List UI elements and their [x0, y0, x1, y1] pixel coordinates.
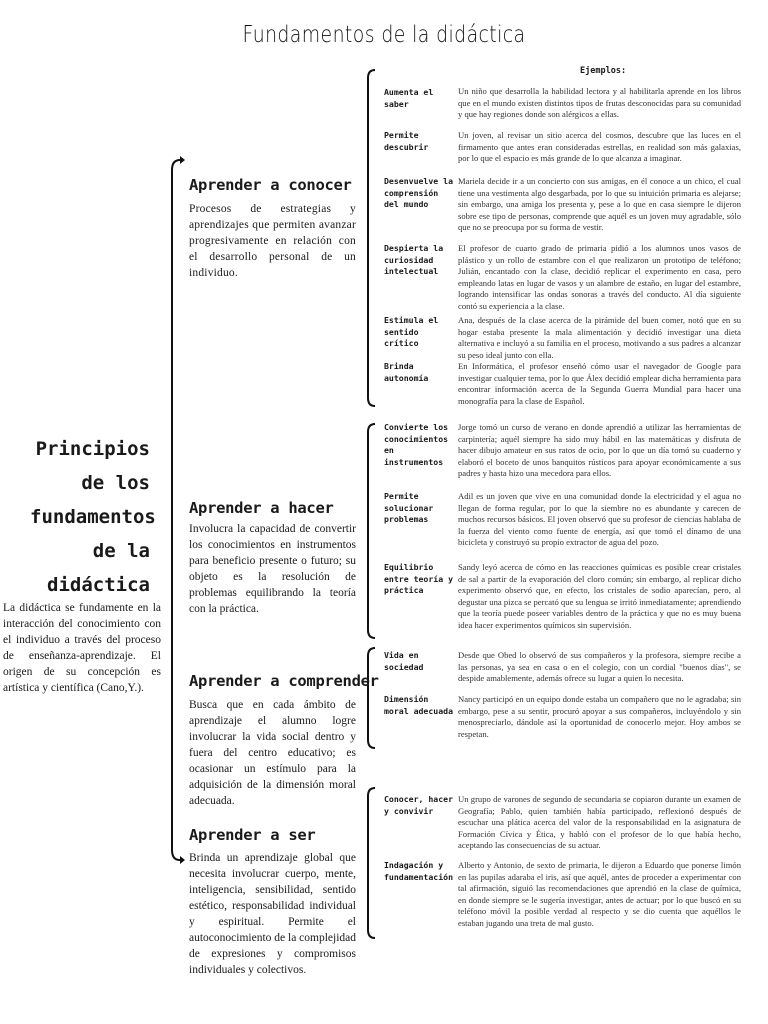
example-label: Despierta la curiosidad intelectual [384, 243, 444, 276]
example-label: Convierte los conocimientos en instrumentos [384, 422, 449, 467]
example-label: Indagación y fundamentación [384, 860, 454, 882]
brace-conocer [368, 70, 375, 406]
example-text: En Informática, el profesor enseñó cómo usar el navegador de Google para investigar cualquier tema, por lo que Álex decidió emplear dicha herramienta para encontrar información acerca de la Segunda Guerra Mundial para hacer una monografía para la clase de Español. [458, 361, 741, 406]
example-label: Permite solucionar problemas [384, 491, 434, 524]
example-text: El profesor de cuarto grado de primaria pidió a los alumnos unos vasos de plástico y un rollo de estambre con el que realizaron un prototipo de teléfono; Julián, encantado con la clase, decidió replicar el experimento en casa, pero empleando latas en lugar de vasos y un alambre de estaño, en lugar del estambre, logrando intensificar las ondas sonoras a través del conducto. Al día siguiente contó su experiencia a la clase. [458, 243, 741, 311]
category-title: Aprender a hacer [189, 499, 334, 517]
example-label: Desenvuelve la comprensión del mundo [384, 176, 454, 209]
category-title: Aprender a conocer [189, 176, 352, 194]
example-label: Dimensión moral adecuada [384, 694, 454, 716]
examples-header: Ejemplos: [580, 66, 627, 76]
example-text: Alberto y Antonio, de sexto de primaria, le dijeron a Eduardo que ponerse limón en las pupilas adaraba el iris, así que aquél, antes de proceder a experimentar con tal afirmación, siguió las recomendaciones que aprendió en la clase de química, en donde siempre se le sugería investigar, antes de actuar; por lo que buscó en su teléfono móvil la posible verdad al respecto y se dio cuenta que aquéllos le estaban jugando una treta de mal gusto. [458, 860, 741, 928]
example-text: Sandy leyó acerca de cómo en las reacciones químicas es posible crear cristales de sal a partir de la evaporación del cloro común; sin embargo, al replicar dicho experimento observó que, en efecto, los cristales de sodio aparecían, pero, al degustar una pizca se percató que su lengua se irritó inmediatamente; aprendiendo que la teoría puede poseer variables dentro de la práctica y que no es muy buena idea hacer experimentos químicos sin supervisión. [458, 562, 741, 630]
example-text: Adil es un joven que vive en una comunidad donde la electricidad y el agua no llegan de forma regular, por lo que la siembre no es abundante y carecen de muchos recursos básicos. El joven observó que su profesor de ciencias hablaba de la fuerza del viento como fuente de energía, así que tomó el dínamo de una bicicleta y construyó su propio extractor de agua del pozo. [458, 491, 741, 547]
example-label: Estimula el sentido crítico [384, 315, 439, 348]
category-title: Aprender a ser [189, 826, 316, 844]
category-description: Procesos de estrategias y aprendizajes que permiten avanzar progresivamente en relación con el desarrollo personal de un individuo. [189, 203, 356, 279]
category-description: Busca que en cada ámbito de aprendizaje el alumno logre involucrar la vida social dentro y fuera del centro educativo; es ocasionar un estímulo para la adquisición de la dimensión moral adecuada. [189, 699, 356, 807]
example-label: Aumenta el saber [384, 87, 434, 109]
brace-hacer [368, 424, 375, 638]
main-brace [172, 160, 180, 860]
example-text: Mariela decide ir a un concierto con sus amigas, en él conoce a un chico, el cual tiene una vestimenta algo desgarbada, por lo que su intuición primaria es alejarse; sin embargo, una amiga los presenta y, pese a lo que en casa siempre le dijeron sobre ese tipo de personas, comprende que aquél es un joven muy agradable, sólo que no se preocupa por su forma de vestir. [458, 176, 741, 232]
example-text: Un grupo de varones de segundo de secundaria se copiaron durante un examen de Geografía; Pablo, quien también había participado, reflexionó después de escuchar una plática acerca del valor de la responsabilidad en la asignatura de Formación Cívica y Ética, y habló con el profesor de lo que había hecho, aceptando las consecuencias de su actuar. [458, 794, 741, 850]
example-label: Brinda autonomía [384, 361, 429, 383]
example-text: Ana, después de la clase acerca de la pirámide del buen comer, notó que en su hogar estaba presente la mala alimentación y decidió investigar una dieta alternativa e incluyó a su familia en el proceso, motivando a sus padres a alcanzar su peso ideal junto con ella. [458, 315, 741, 360]
page-title: Fundamentos de la didáctica [242, 22, 526, 48]
brace-ser [368, 788, 375, 938]
main-description: La didáctica se fundamente en la interacción del conocimiento con el individuo a través del proceso de enseñanza-aprendizaje. El origen de su concepción es artística y científica (Cano,Y.). [3, 602, 161, 694]
brace-comprender [368, 648, 375, 748]
example-label: Vida en sociedad [384, 650, 424, 672]
example-text: Un niño que desarrolla la habilidad lectora y al habilitarla aprende en los libros que en el mundo existen distintos tipos de frutas desconocidas para su comunidad y que hay regiones donde son alérgicos a ellas. [458, 86, 741, 119]
category-description: Involucra la capacidad de convertir los conocimientos en instrumentos para beneficio presente o futuro; su objeto es la resolución de problemas equilibrando la teoría con la práctica. [189, 523, 356, 615]
category-title: Aprender a comprender [189, 672, 379, 690]
example-text: Desde que Obed lo observó de sus compañeros y la profesora, siempre recibe a las personas, ya sea en casa o en el colegio, con un cordial "buenos días", se despide amablemente, además ofrece su lugar a quien lo necesita. [458, 650, 741, 683]
example-label: Permite descubrir [384, 130, 429, 152]
example-text: Nancy participó en un equipo donde estaba un compañero que no le agradaba; sin embargo, pese a su sentir, procuró apoyar a sus compañeros, incluyéndolo y sin menospreciarlo, dándole así la oportunidad de conocerlo mejor. Hoy ambos se respetan. [458, 694, 741, 739]
example-label: Conocer, hacer y convivir [384, 794, 454, 816]
category-description: Brinda un aprendizaje global que necesita involucrar cuerpo, mente, inteligencia, sensibilidad, sentido estético, responsabilidad individual y espiritual. Permite el autoconocimiento de la complejidad de expresiones y compromisos individuales y colectivos. [189, 852, 357, 976]
example-text: Jorge tomó un curso de verano en donde aprendió a utilizar las herramientas de carpintería; aquél siempre ha sido muy hábil en las matemáticas y disfruta de hacer dibujo amateur en sus ratos de ocio, por lo que un día tomó su cuaderno y elaboró el boceto de unos banquitos rústicos para apoyar económicamente a sus padres y hasta hizo una mecedora para ellos. [458, 422, 741, 478]
example-label: Equilibrio entre teoría y práctica [384, 562, 454, 595]
main-title: Principios de los fundamentos de la didáctica [30, 438, 156, 596]
example-text: Un joven, al revisar un sitio acerca del cosmos, descubre que las luces en el firmamento que antes eran consideradas estrellas, en realidad son más galaxias, por lo que el espacio es más grande de lo que alcanza a imaginar. [458, 130, 741, 163]
